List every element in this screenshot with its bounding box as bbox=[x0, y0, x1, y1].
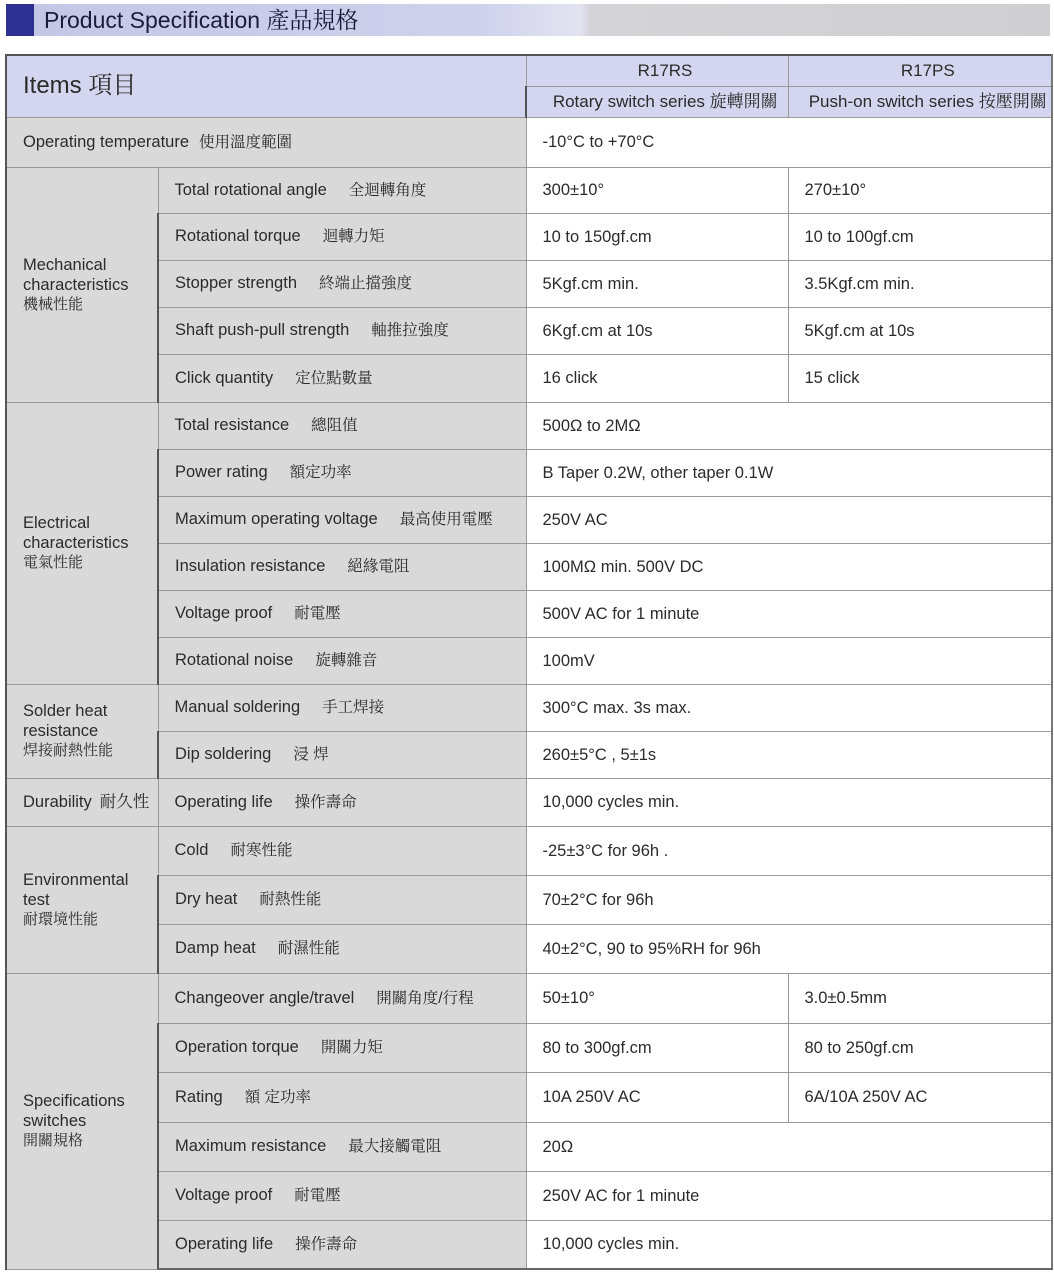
value-shared: 250V AC for 1 minute bbox=[526, 1171, 1052, 1220]
value-shared: 70±2°C for 96h bbox=[526, 875, 1052, 924]
row-label: Operation torque 開關力矩 bbox=[158, 1023, 526, 1072]
page-title: Product Specification 產品規格 bbox=[44, 7, 359, 33]
value-rs: 5Kgf.cm min. bbox=[526, 260, 788, 307]
row-label: Shaft push-pull strength 軸推拉強度 bbox=[158, 307, 526, 354]
row-label: Dry heat 耐熱性能 bbox=[158, 875, 526, 924]
value-ps: 6A/10A 250V AC bbox=[788, 1072, 1052, 1122]
items-header: Items 項目 bbox=[6, 55, 526, 117]
group-solder: Solder heat resistance 焊接耐熱性能 bbox=[6, 684, 158, 778]
row-label: Insulation resistance 絕緣電阻 bbox=[158, 543, 526, 590]
row-label: Stopper strength 終端止擋強度 bbox=[158, 260, 526, 307]
row-label: Operating life 操作壽命 bbox=[158, 1220, 526, 1269]
row-label: Damp heat 耐濕性能 bbox=[158, 924, 526, 973]
value-rs: 10 to 150gf.cm bbox=[526, 213, 788, 260]
row-label: Voltage proof 耐電壓 bbox=[158, 590, 526, 637]
group-electrical: Electrical characteristics 電氣性能 bbox=[6, 402, 158, 684]
value-ps: 5Kgf.cm at 10s bbox=[788, 307, 1052, 354]
row-label: Maximum resistance 最大接觸電阻 bbox=[158, 1122, 526, 1171]
value-rs: 80 to 300gf.cm bbox=[526, 1023, 788, 1072]
value-shared: 100MΩ min. 500V DC bbox=[526, 543, 1052, 590]
row-label: Total resistance 總阻值 bbox=[158, 402, 526, 449]
value-rs: 300±10° bbox=[526, 167, 788, 213]
row-label: Cold 耐寒性能 bbox=[158, 826, 526, 875]
series-rs-header: Rotary switch series 旋轉開關 bbox=[526, 86, 788, 117]
value-ps: 10 to 100gf.cm bbox=[788, 213, 1052, 260]
value-shared: 10,000 cycles min. bbox=[526, 778, 1052, 826]
row-label: Rating 額 定功率 bbox=[158, 1072, 526, 1122]
row-label: Operating life 操作壽命 bbox=[158, 778, 526, 826]
group-durability: Durability 耐久性 bbox=[6, 778, 158, 826]
row-label: Rotational torque 迴轉力矩 bbox=[158, 213, 526, 260]
value-ps: 270±10° bbox=[788, 167, 1052, 213]
value-ps: 3.0±0.5mm bbox=[788, 973, 1052, 1023]
value-rs: 50±10° bbox=[526, 973, 788, 1023]
value-ps: 15 click bbox=[788, 354, 1052, 402]
row-label: Maximum operating voltage 最高使用電壓 bbox=[158, 496, 526, 543]
value-shared: 500V AC for 1 minute bbox=[526, 590, 1052, 637]
row-label: Voltage proof 耐電壓 bbox=[158, 1171, 526, 1220]
value-shared: 100mV bbox=[526, 637, 1052, 684]
operating-temperature-label: Operating temperature 使用溫度範圍 bbox=[6, 117, 526, 167]
group-mechanical: Mechanical characteristics 機械性能 bbox=[6, 167, 158, 402]
model-rs-header: R17RS bbox=[526, 55, 788, 86]
value-rs: 6Kgf.cm at 10s bbox=[526, 307, 788, 354]
value-ps: 3.5Kgf.cm min. bbox=[788, 260, 1052, 307]
row-label: Click quantity 定位點數量 bbox=[158, 354, 526, 402]
value-shared: 500Ω to 2MΩ bbox=[526, 402, 1052, 449]
value-shared: B Taper 0.2W, other taper 0.1W bbox=[526, 449, 1052, 496]
row-label: Power rating 額定功率 bbox=[158, 449, 526, 496]
series-ps-header: Push-on switch series 按壓開關 bbox=[788, 86, 1052, 117]
title-marker bbox=[6, 4, 34, 36]
row-label: Changeover angle/travel 開關角度/行程 bbox=[158, 973, 526, 1023]
operating-temperature-value: -10°C to +70°C bbox=[526, 117, 1052, 167]
value-shared: 250V AC bbox=[526, 496, 1052, 543]
section-title-bar bbox=[6, 4, 1050, 36]
spec-table bbox=[5, 54, 1053, 1270]
value-shared: 10,000 cycles min. bbox=[526, 1220, 1052, 1269]
row-label: Total rotational angle 全迴轉角度 bbox=[158, 167, 526, 213]
model-ps-header: R17PS bbox=[788, 55, 1052, 86]
row-label: Rotational noise 旋轉雜音 bbox=[158, 637, 526, 684]
row-label: Manual soldering 手工焊接 bbox=[158, 684, 526, 731]
value-ps: 80 to 250gf.cm bbox=[788, 1023, 1052, 1072]
value-shared: -25±3°C for 96h . bbox=[526, 826, 1052, 875]
value-shared: 40±2°C, 90 to 95%RH for 96h bbox=[526, 924, 1052, 973]
group-environmental: Environmental test 耐環境性能 bbox=[6, 826, 158, 973]
group-switches: Specifications switches 開關規格 bbox=[6, 973, 158, 1269]
value-rs: 16 click bbox=[526, 354, 788, 402]
value-shared: 20Ω bbox=[526, 1122, 1052, 1171]
value-rs: 10A 250V AC bbox=[526, 1072, 788, 1122]
value-shared: 260±5°C , 5±1s bbox=[526, 731, 1052, 778]
value-shared: 300°C max. 3s max. bbox=[526, 684, 1052, 731]
row-label: Dip soldering 浸 焊 bbox=[158, 731, 526, 778]
